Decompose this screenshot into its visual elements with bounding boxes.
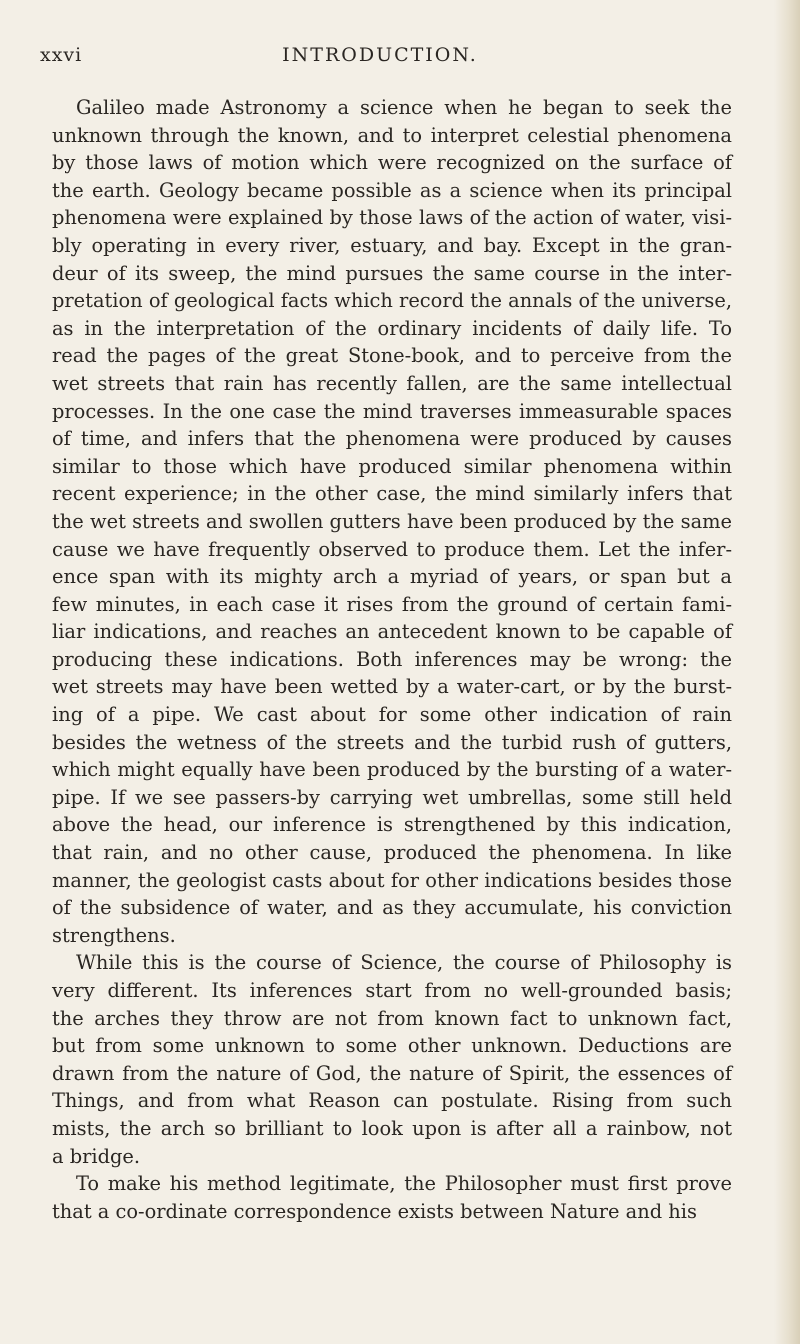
text-line: the earth. Geology became possible as a science when its principal — [52, 178, 732, 202]
text-line: that a co-ordinate correspondence exists between Nature and his — [52, 1199, 697, 1223]
text-line: While this is the course of Science, the course of Philosophy is — [76, 951, 732, 975]
text-line: Galileo made Astronomy a science when he began to seek the — [76, 96, 732, 119]
text-line: similar to those which have produced similar phenomena within — [52, 454, 732, 478]
text-line: pretation of geological facts which record the annals of the universe, — [52, 289, 732, 313]
text-line: cause we have frequently observed to produce them. Let the infer- — [52, 537, 732, 561]
text-line: bly operating in every river, estuary, and bay. Except in the gran- — [52, 233, 732, 257]
text-line: a bridge. — [52, 1144, 141, 1168]
text-line: processes. In the one case the mind traverses immeasurable spaces — [52, 399, 732, 423]
page-edge-shadow — [774, 0, 800, 1344]
text-line: very different. Its inferences start from no well-grounded basis; — [52, 979, 732, 1002]
page-header — [40, 44, 720, 74]
text-line: drawn from the nature of God, the nature of Spirit, the essences of — [52, 1061, 732, 1085]
text-line: by those laws of motion which were recognized on the surface of — [52, 151, 732, 175]
text-line: the arches they throw are not from known fact to unknown fact, — [52, 1006, 732, 1030]
text-line: above the head, our inference is strengthened by this indication, — [52, 813, 732, 837]
text-line: strengthens. — [52, 923, 176, 947]
text-line: manner, the geologist casts about for other indications besides those — [52, 868, 732, 892]
text-line: of time, and infers that the phenomena were produced by causes — [52, 427, 732, 451]
text-line: read the pages of the great Stone-book, and to perceive from the — [52, 344, 732, 368]
text-line: phenomena were explained by those laws of the action of water, visi- — [52, 206, 732, 230]
text-line: mists, the arch so brilliant to look upon is after all a rainbow, not — [52, 1116, 732, 1140]
text-line: few minutes, in each case it rises from the ground of certain fami- — [52, 592, 732, 616]
paragraph — [52, 949, 732, 1170]
paragraph — [52, 94, 732, 949]
text-line: unknown through the known, and to interpret celestial phenomena — [52, 123, 732, 147]
text-line: as in the interpretation of the ordinary incidents of daily life. To — [52, 316, 732, 340]
text-line: pipe. If we see passers-by carrying wet umbrellas, some still held — [52, 785, 732, 809]
text-line: To make his method legitimate, the Philosopher must first prove — [76, 1172, 732, 1196]
text-line: Things, and from what Reason can postulate. Rising from such — [52, 1089, 732, 1113]
text-line: which might equally have been produced by the bursting of a water- — [52, 758, 732, 782]
text-line: recent experience; in the other case, the mind similarly infers that — [52, 482, 732, 506]
text-line: deur of its sweep, the mind pursues the same course in the inter- — [52, 261, 732, 285]
text-line: besides the wetness of the streets and the turbid rush of gutters, — [52, 730, 732, 754]
text-line: wet streets may have been wetted by a water-cart, or by the burst- — [52, 675, 732, 699]
body-text — [52, 94, 732, 1225]
text-line: ence span with its mighty arch a myriad of years, or span but a — [52, 565, 732, 589]
text-line: but from some unknown to some other unknown. Deductions are — [52, 1034, 732, 1058]
text-line: that rain, and no other cause, produced the phenomena. In like — [52, 841, 732, 865]
text-line: liar indications, and reaches an antecedent known to be capable of — [52, 620, 732, 644]
paragraph — [52, 1170, 732, 1225]
text-line: ing of a pipe. We cast about for some other indication of rain — [52, 703, 732, 727]
text-line: the wet streets and swollen gutters have been produced by the same — [52, 509, 732, 533]
text-line: producing these indications. Both inferences may be wrong: the — [52, 647, 732, 671]
text-line: wet streets that rain has recently fallen, are the same intellectual — [52, 371, 732, 395]
page-number: xxvi — [40, 44, 83, 66]
running-head: INTRODUCTION. — [282, 44, 478, 66]
text-line: of the subsidence of water, and as they accumulate, his conviction — [52, 896, 732, 920]
